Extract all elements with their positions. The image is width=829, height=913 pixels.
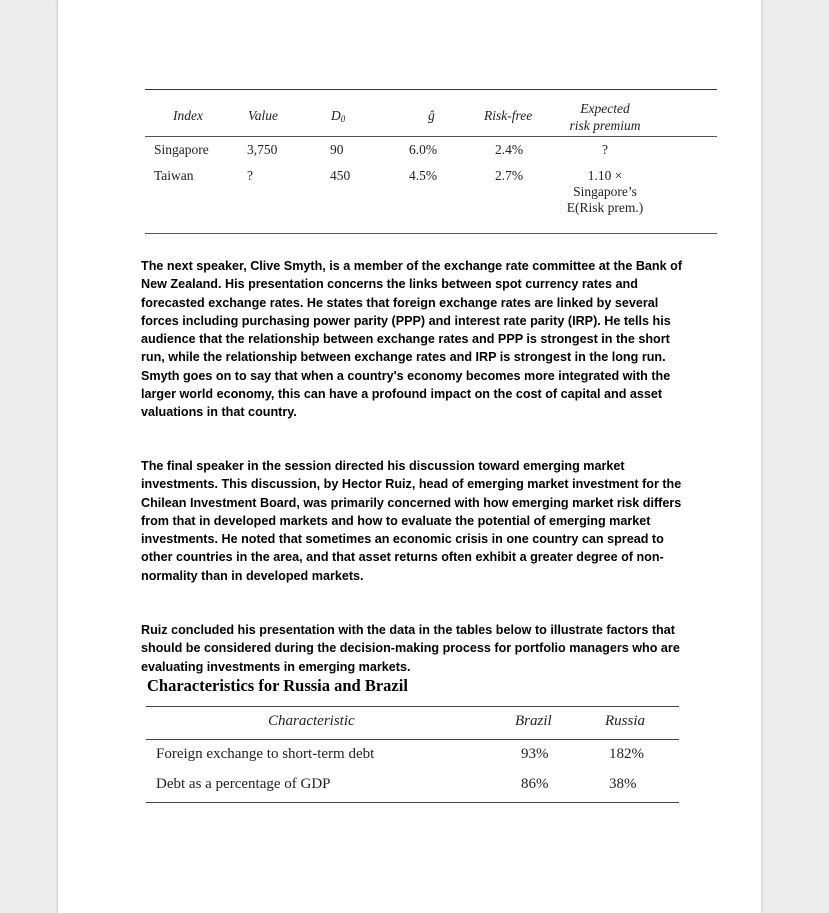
header-erp-line2: risk premium [569, 118, 641, 133]
cell-d0: 90 [330, 142, 344, 157]
header-d0-sub: 0 [340, 114, 346, 124]
cell-erp: ? [602, 142, 608, 157]
header-characteristic: Characteristic [268, 713, 355, 729]
cell-index: Singapore [154, 142, 209, 157]
header-risk-free: Risk-free [484, 108, 533, 123]
table-row [146, 770, 679, 802]
cell-russia: 38% [609, 776, 637, 792]
cell-erp-line1: 1.10 × [587, 168, 623, 183]
table-row [145, 163, 717, 227]
header-brazil: Brazil [515, 713, 552, 729]
paragraph-ruiz-conclusion: Ruiz concluded his presentation with the data in the tables below to illustrate factors that should be considered during the decision-making process for portfolio managers who are evaluating investments in emerging markets. [141, 623, 680, 674]
cell-erp [555, 168, 655, 216]
table-rule [146, 802, 679, 803]
cell-d0: 450 [330, 168, 351, 183]
cell-value: 3,750 [247, 142, 278, 157]
characteristics-table [146, 706, 679, 803]
document-page [58, 0, 761, 913]
table-header-row [145, 90, 717, 136]
table-row [145, 137, 717, 163]
cell-erp-line3: E(Risk prem.) [566, 200, 644, 215]
header-expected-risk-premium [555, 100, 655, 134]
paragraph-smyth: The next speaker, Clive Smyth, is a member of the exchange rate committee at the Bank of New Zealand. His presentation concerns the links between spot currency rates and forecasted exchange rates. He states that foreign exchange rates are linked by several forces including purchasing power parity (PPP) and interest rate parity (IRP). He tells his audience that the relationship between exchange rates and PPP is strongest in the short run, while the relationship between exchange rates and IRP is strongest in the long run. Smyth goes on to say that when a country's economy becomes more integrated with the larger world economy, this can have a profound impact on the cost of capital and asset valuations in that country. [141, 259, 683, 420]
header-erp-line1: Expected [580, 101, 630, 116]
cell-characteristic: Foreign exchange to short-term debt [156, 746, 375, 762]
cell-value: ? [247, 168, 253, 183]
cell-index: Taiwan [154, 168, 194, 183]
header-growth: ĝ [428, 108, 435, 123]
table-header-row [146, 707, 679, 739]
paragraph-ruiz: The final speaker in the session directed his discussion toward emerging market investments. This discussion, by Hector Ruiz, head of emerging market investment for the Chilean Investment Board, was primarily concerned with how emerging market risk differs from that in developed markets and how to evaluate the potential of emerging market investments. He noted that sometimes an economic crisis in one country can spread to other countries in the area, and that asset returns often exhibit a greater degree of non-normality than in developed markets. [141, 459, 682, 583]
cell-russia: 182% [609, 746, 644, 762]
cell-growth: 6.0% [409, 142, 438, 157]
table-title: Characteristics for Russia and Brazil [147, 676, 408, 695]
header-d0-main: D [331, 108, 341, 123]
cell-risk-free: 2.4% [495, 142, 524, 157]
valuation-table [145, 89, 717, 234]
table-rule [145, 233, 717, 234]
cell-erp-line2: Singapore’s [573, 184, 637, 199]
table-row [146, 740, 679, 770]
header-d0 [331, 108, 345, 124]
header-index: Index [173, 108, 203, 123]
header-russia: Russia [605, 713, 646, 729]
header-value: Value [248, 108, 278, 123]
cell-brazil: 93% [521, 746, 549, 762]
cell-growth: 4.5% [409, 168, 438, 183]
cell-brazil: 86% [521, 776, 549, 792]
cell-risk-free: 2.7% [495, 168, 524, 183]
cell-characteristic: Debt as a percentage of GDP [156, 776, 331, 792]
